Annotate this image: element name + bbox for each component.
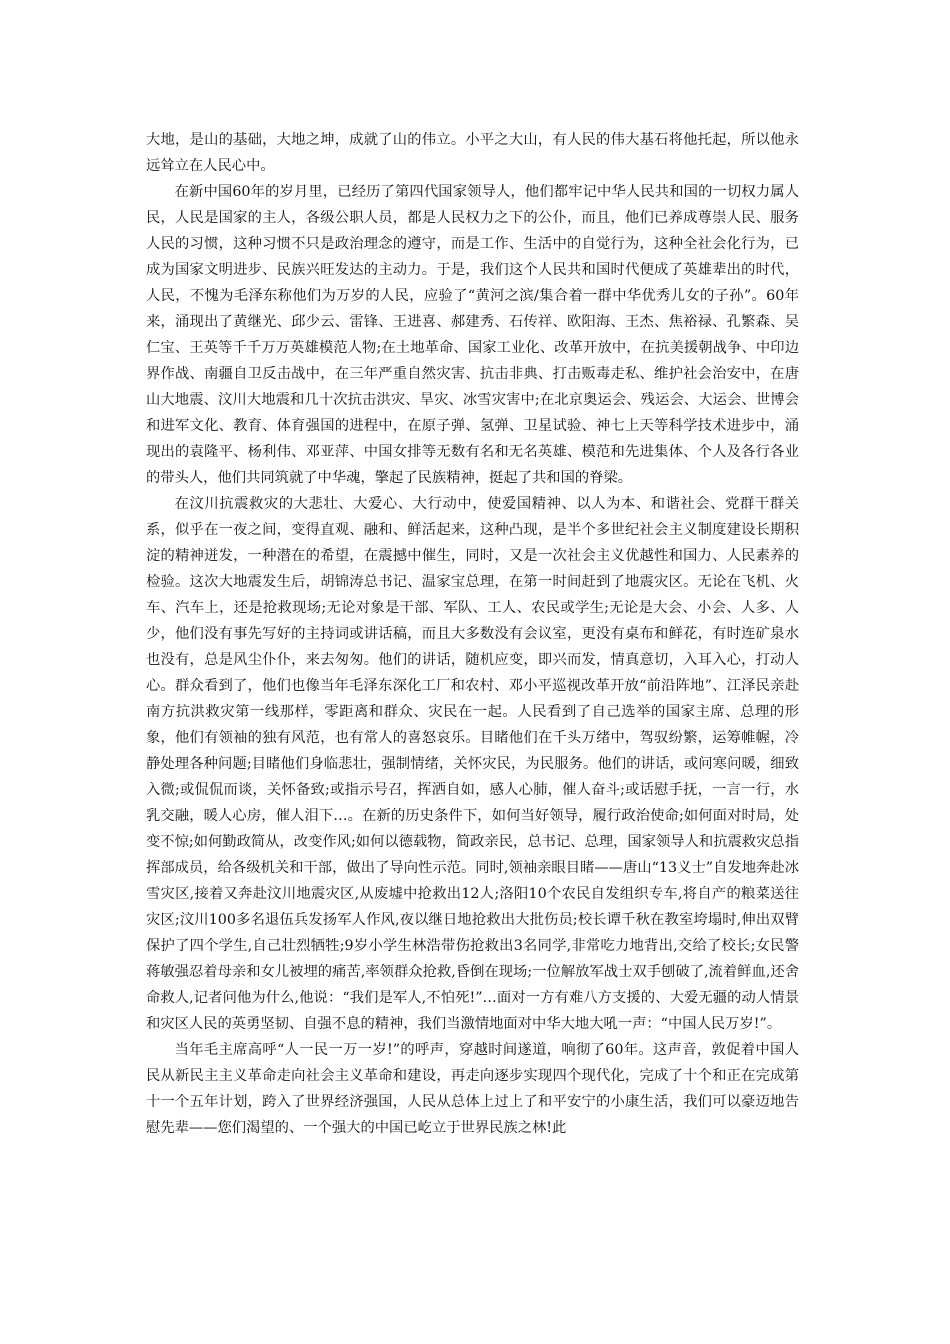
paragraph-wenchuan: 在汶川抗震救灾的大悲壮、大爱心、大行动中，使爱国精神、以人为本、和谐社会、党群干群关系，似乎在一夜之间，变得直观、融和、鲜活起来，这种凸现，是半个多世纪社会主义制度建设长期积淀的精神迸发，一种潜在的希望，在震撼中催生，同时，又是一次社会主义优越性和国力、人民素养的检验。这次大地震发生后，胡锦涛总书记、温家宝总理，在第一时间赶到了地震灾区。无论在飞机、火车、汽车上，还是抢救现场;无论对象是干部、军队、工人、农民或学生;无论是大会、小会、人多、人少，他们没有事先写好的主持词或讲话稿，而且大多数没有会议室，更没有桌布和鲜花，有时连矿泉水也没有，总是风尘仆仆，来去匆匆。他们的讲话，随机应变，即兴而发，情真意切，入耳入心，打动人心。群众看到了，他们也像当年毛泽东深化工厂和农村、邓小平巡视改革开放“前沿阵地”、江泽民亲赴南方抗洪救灾第一线那样，零距离和群众、灾民在一起。人民看到了自己选举的国家主席、总理的形象，他们有领袖的独有风范，也有常人的喜怒哀乐。目睹他们在千头万绪中，驾驭纷繁，运筹帷幄，冷静处理各种问题;目睹他们身临悲壮，强制情绪，关怀灾民，为民服务。他们的讲话，或问寒问暖，细致入微;或侃侃而谈，关怀备致;或指示号召，挥洒自如，感人心肺，催人奋斗;或话慰手抚，一言一行，水乳交融，暖人心房，催人泪下…。在新的历史条件下，如何当好领导，履行政治使命;如何面对时局，处变不惊;如何勤政简从，改变作风;如何以德载物，简政亲民，总书记、总理，国家领导人和抗震救灾总指挥部成员，给各级机关和干部，做出了导向性示范。同时,领袖亲眼目睹——唐山“13义士”自发地奔赴冰雪灾区,接着又奔赴汶川地震灾区,从废墟中抢救出12人;洛阳10个农民自发组织专车,将自产的粮菜送往灾区;汶川100多名退伍兵发扬军人作风,夜以继日地抢救出大批伤员;校长谭千秋在教室垮塌时,伸出双臂保护了四个学生,自己壮烈牺牲;9岁小学生林浩带伤抢救出3名同学,非常吃力地背出,交给了校长;女民警蒋敏强忍着母亲和女儿被埋的痛苦,率领群众抢救,昏倒在现场;一位解放军战士双手刨破了,流着鲜血,还舍命救人,记者问他为什么,他说：“我们是军人,不怕死!”…面对一方有难八方支援的、大爱无疆的动人情景和灾区人民的英勇坚韧、自强不息的精神，我们当激情地面对中华大地大吼一声：“中国人民万岁!”。 (146, 496, 799, 1032)
paragraph-continued: 大地，是山的基础，大地之坤，成就了山的伟立。小平之大山，有人民的伟大基石将他托起，所以他永远耸立在人民心中。 (146, 132, 799, 174)
paragraph-sixty-years: 当年毛主席高呼“人一民一万一岁!”的呼声，穿越时间遂道，响彻了60年。这声音，敦促着中国人民从新民主主义革命走向社会主义革命和建设，再走向逐步实现四个现代化，完成了十个和正在完成第十一个五年计划，跨入了世界经济强国，人民从总体上过上了和平安宁的小康生活，我们可以豪迈地告慰先辈——您们渴望的、一个强大的中国已屹立于世界民族之林!此 (146, 1042, 799, 1136)
paragraph-heroes: 在新中国60年的岁月里，已经历了第四代国家领导人，他们都牢记中华人民共和国的一切权力属人民，人民是国家的主人，各级公职人员，都是人民权力之下的公仆，而且，他们已养成尊崇人民、服务人民的习惯，这种习惯不只是政治理念的遵守，而是工作、生活中的自觉行为，这种全社会化行为，已成为国家文明进步、民族兴旺发达的主动力。于是，我们这个人民共和国时代便成了英雄辈出的时代，人民，不愧为毛泽东称他们为万岁的人民，应验了“黄河之滨/集合着一群中华优秀儿女的子孙”。60年来，涌现出了黄继光、邱少云、雷锋、王进喜、郝建秀、石传祥、欧阳海、王杰、焦裕禄、孔繁森、吴仁宝、王英等千千万万英雄模范人物;在土地革命、国家工业化、改革开放中，在抗美援朝战争、中印边界作战、南疆自卫反击战中，在三年严重自然灾害、抗击非典、打击贩毒走私、维护社会治安中，在唐山大地震、汶川大地震和几十次抗击洪灾、旱灾、冰雪灾害中;在北京奥运会、残运会、大运会、世博会和进军文化、教育、体育强国的进程中，在原子弹、氢弹、卫星试验、神七上天等科学技术进步中，涌现出的袁隆平、杨利伟、邓亚萍、中国女排等无数有名和无名英雄、模范和先进集体、个人及各行各业的带头人，他们共同筑就了中华魂，擎起了民族精神，挺起了共和国的脊梁。 (146, 184, 799, 486)
document-body (146, 127, 799, 1141)
